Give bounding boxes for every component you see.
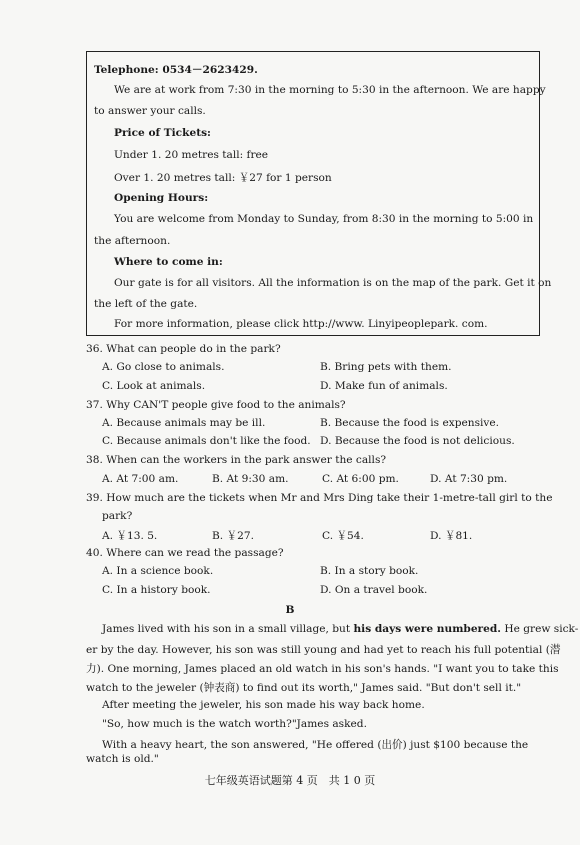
hours-heading: Opening Hours:	[114, 192, 209, 204]
option-a: A. ￥13. 5.	[102, 530, 158, 542]
passage-line: After meeting the jeweler, his son made his way back home.	[102, 699, 425, 711]
option-b: B. At 9:30 am.	[212, 473, 289, 485]
passage-line: watch to the jeweler (钟表商) to find out its worth," James said. "But don't sell it."	[86, 682, 522, 694]
question-39-cont: park?	[102, 510, 133, 522]
more-info-line: For more information, please click http://www. Linyipeoplepark. com.	[114, 318, 488, 330]
option-b: B. Because the food is expensive.	[320, 417, 500, 429]
option-a: A. In a science book.	[102, 565, 214, 577]
option-b: B. ￥27.	[212, 530, 254, 542]
where-heading: Where to come in:	[114, 256, 223, 268]
passage-line: watch is old."	[86, 753, 159, 765]
passage-line	[102, 623, 578, 635]
passage-bold-phrase: his days were numbered.	[353, 623, 501, 635]
option-c: C. ￥54.	[322, 530, 364, 542]
passage-line: 力). One morning, James placed an old watch in his son's hands. "I want you to take this	[86, 663, 559, 675]
option-d: D. On a travel book.	[320, 584, 428, 596]
option-d: D. Because the food is not delicious.	[320, 435, 515, 447]
option-c: C. In a history book.	[102, 584, 211, 596]
where-line: Our gate is for all visitors. All the information is on the map of the park. Get it on	[114, 277, 552, 289]
passage-text: James lived with his son in a small village, but	[102, 623, 354, 635]
question-36: 36. What can people do in the park?	[86, 343, 281, 355]
option-d: D. Make fun of animals.	[320, 380, 448, 392]
option-c: C. Look at animals.	[102, 380, 206, 392]
option-a: A. Because animals may be ill.	[102, 417, 266, 429]
question-39: 39. How much are the tickets when Mr and Mrs Ding take their 1-metre-tall girl to the	[86, 492, 553, 504]
passage-line: er by the day. However, his son was still young and had yet to reach his full potential (潜	[86, 644, 561, 656]
option-c: C. At 6:00 pm.	[322, 473, 399, 485]
passage-line: With a heavy heart, the son answered, "He offered (出价) just $100 because the	[102, 739, 529, 751]
hours-line: You are welcome from Monday to Sunday, from 8:30 in the morning to 5:00 in	[114, 213, 534, 225]
option-d: D. At 7:30 pm.	[430, 473, 508, 485]
question-38: 38. When can the workers in the park answer the calls?	[86, 454, 387, 466]
passage-line: "So, how much is the watch worth?"James asked.	[102, 718, 367, 730]
option-a: A. Go close to animals.	[102, 361, 225, 373]
option-a: A. At 7:00 am.	[102, 473, 179, 485]
hours-line: the afternoon.	[94, 235, 171, 247]
question-40: 40. Where can we read the passage?	[86, 547, 284, 559]
price-line: Under 1. 20 metres tall: free	[114, 149, 269, 161]
notice-line: We are at work from 7:30 in the morning to 5:30 in the afternoon. We are happy	[114, 84, 546, 96]
passage-text: He grew sick-	[500, 623, 579, 635]
notice-line: to answer your calls.	[94, 105, 206, 117]
question-37: 37. Why CAN'T people give food to the animals?	[86, 399, 346, 411]
option-d: D. ￥81.	[430, 530, 473, 542]
price-line: Over 1. 20 metres tall: ￥27 for 1 person	[114, 172, 332, 184]
where-line: the left of the gate.	[94, 298, 198, 310]
section-b-heading: B	[285, 604, 295, 616]
page-footer: 七年级英语试题第 4 页 共 1 0 页	[204, 774, 376, 787]
option-c: C. Because animals don't like the food.	[102, 435, 311, 447]
option-b: B. Bring pets with them.	[320, 361, 452, 373]
price-heading: Price of Tickets:	[114, 127, 211, 139]
option-b: B. In a story book.	[320, 565, 419, 577]
telephone-line: Telephone: 0534－2623429.	[94, 64, 258, 76]
